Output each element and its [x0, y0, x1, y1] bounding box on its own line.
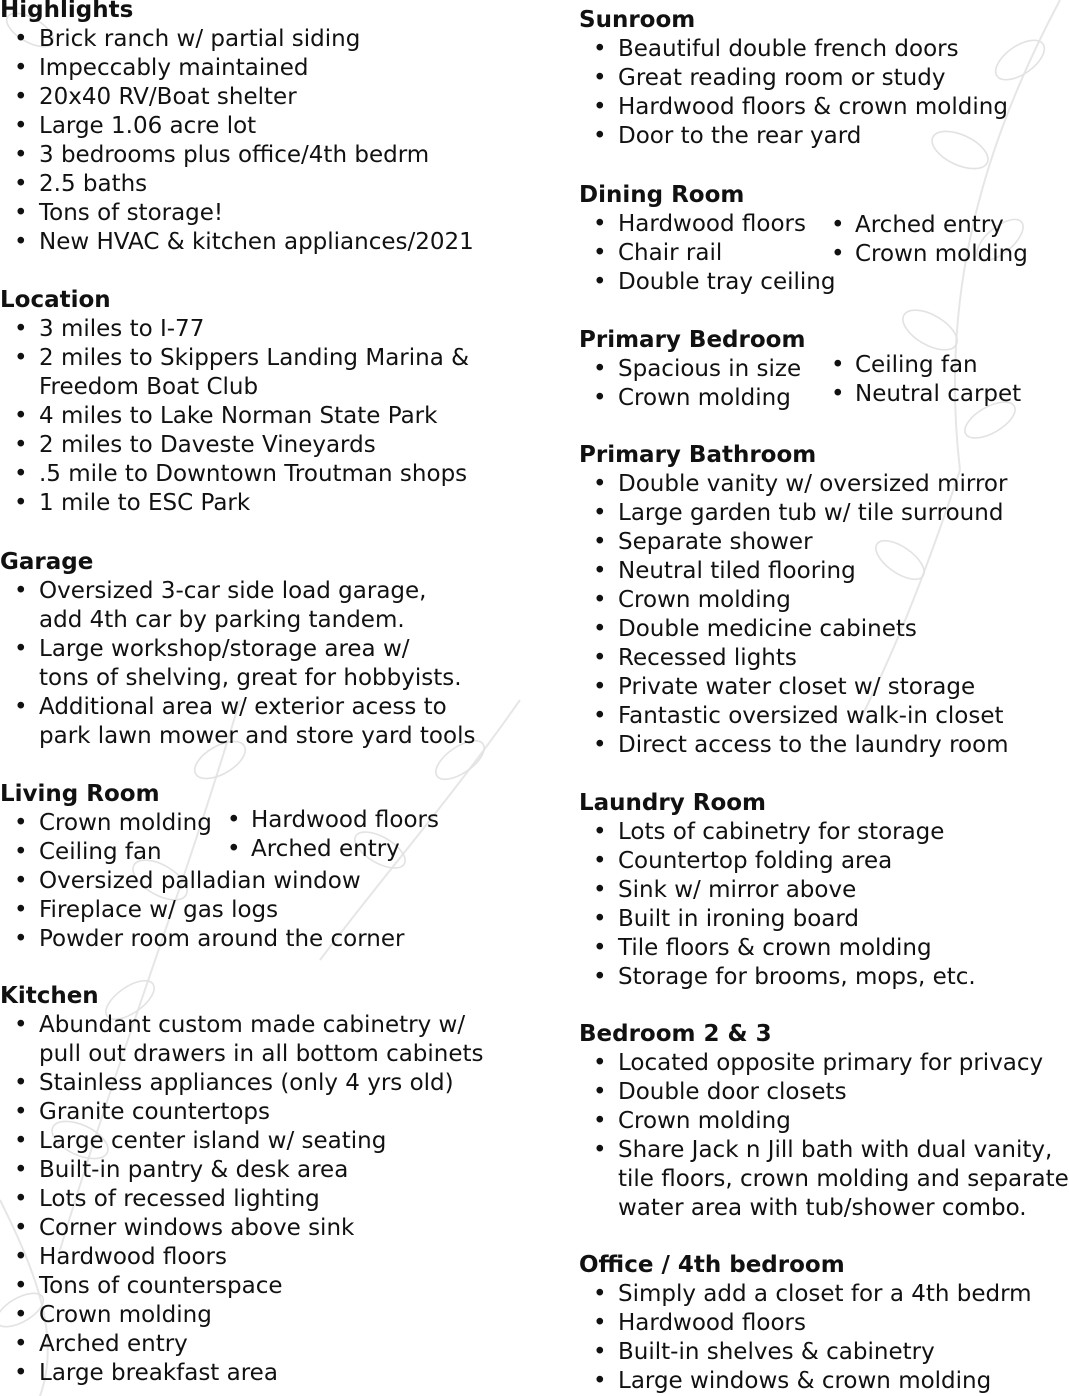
list-item: • Crown molding	[579, 586, 1009, 615]
list-item: • 20x40 RV/Boat shelter	[0, 83, 474, 112]
section-highlights	[0, 0, 474, 257]
list-item: • Share Jack n Jill bath with dual vanity, tile floors, crown molding and separate water area with tub/shower combo.	[579, 1136, 1069, 1223]
list-item: • Crown molding	[579, 1107, 1069, 1136]
list-item: • Tons of storage!	[0, 199, 474, 228]
list-item: • Double vanity w/ oversized mirror	[579, 470, 1009, 499]
list-item: • 3 miles to I-77	[0, 315, 469, 344]
list-item: • Simply add a closet for a 4th bedrm	[579, 1280, 1032, 1309]
list-item: • Double medicine cabinets	[579, 615, 1009, 644]
section-title: Laundry Room	[579, 790, 767, 816]
list-item: • 3 bedrooms plus office/4th bedrm	[0, 141, 474, 170]
list-item: • Built-in shelves & cabinetry	[579, 1338, 1032, 1367]
list-item: • Located opposite primary for privacy	[579, 1049, 1069, 1078]
section-living-room	[0, 780, 439, 954]
list-item: • Sink w/ mirror above	[579, 876, 976, 905]
list-item: • Brick ranch w/ partial siding	[0, 25, 474, 54]
section-title: Office / 4th bedroom	[579, 1252, 845, 1278]
section-garage	[0, 548, 475, 751]
list-item: • Arched entry	[0, 1330, 484, 1359]
list-item: • Arched entry	[816, 211, 1028, 240]
list-item: • Double tray ceiling	[579, 268, 816, 297]
list-item: • .5 mile to Downtown Troutman shops	[0, 460, 469, 489]
list-item: • Double door closets	[579, 1078, 1069, 1107]
list-item: • Oversized 3-car side load garage, add 4th car by parking tandem.	[0, 577, 475, 635]
list-item: • Powder room around the corner	[0, 925, 439, 954]
list-item: • 2 miles to Daveste Vineyards	[0, 431, 469, 460]
section-bedroom-2-3	[579, 1020, 1069, 1223]
list-item: • Countertop folding area	[579, 847, 976, 876]
list-item: • Separate shower	[579, 528, 1009, 557]
section-title: Bedroom 2 & 3	[579, 1021, 772, 1047]
section-primary-bedroom	[579, 326, 1021, 413]
list-item: • Large workshop/storage area w/ tons of shelving, great for hobbyists.	[0, 635, 475, 693]
list-item: • Storage for brooms, mops, etc.	[579, 963, 976, 992]
section-sunroom	[579, 6, 1008, 151]
section-title: Garage	[0, 549, 94, 575]
section-title: Primary Bathroom	[579, 442, 817, 468]
list-item: • Crown molding	[579, 384, 816, 413]
list-item: • Tons of counterspace	[0, 1272, 484, 1301]
list-item: • Fireplace w/ gas logs	[0, 896, 439, 925]
list-item: • Neutral tiled flooring	[579, 557, 1009, 586]
section-location	[0, 286, 469, 518]
section-title: Primary Bedroom	[579, 327, 806, 353]
list-item: • Crown molding	[816, 240, 1028, 269]
list-item: • Door to the rear yard	[579, 122, 1008, 151]
list-item: • 4 miles to Lake Norman State Park	[0, 402, 469, 431]
list-item: • Hardwood floors	[0, 1243, 484, 1272]
list-item: • Large center island w/ seating	[0, 1127, 484, 1156]
list-item: • Beautiful double french doors	[579, 35, 1008, 64]
list-item: • New HVAC & kitchen appliances/2021	[0, 228, 474, 257]
list-item: • Hardwood floors	[212, 806, 439, 835]
list-item: • 2.5 baths	[0, 170, 474, 199]
list-item: • Private water closet w/ storage	[579, 673, 1009, 702]
list-item: • Arched entry	[212, 835, 439, 864]
section-title: Living Room	[0, 781, 160, 807]
list-item: • Built-in pantry & desk area	[0, 1156, 484, 1185]
list-item: • Impeccably maintained	[0, 54, 474, 83]
list-item: • Fantastic oversized walk-in closet	[579, 702, 1009, 731]
section-title: Dining Room	[579, 182, 745, 208]
list-item: • Hardwood floors & crown molding	[579, 93, 1008, 122]
list-item: • Crown molding	[0, 1301, 484, 1330]
list-item: • Hardwood floors	[579, 1309, 1032, 1338]
section-title: Sunroom	[579, 7, 696, 33]
list-item: • Abundant custom made cabinetry w/ pull out drawers in all bottom cabinets	[0, 1011, 484, 1069]
section-title: Kitchen	[0, 983, 99, 1009]
section-kitchen	[0, 982, 484, 1388]
list-item: • Crown molding	[0, 809, 212, 838]
list-item: • Built in ironing board	[579, 905, 976, 934]
list-item: • Recessed lights	[579, 644, 1009, 673]
list-item: • Hardwood floors	[579, 210, 816, 239]
section-dining-room	[579, 181, 1028, 297]
section-title: Location	[0, 287, 111, 313]
list-item: • Large 1.06 acre lot	[0, 112, 474, 141]
list-item: • Stainless appliances (only 4 yrs old)	[0, 1069, 484, 1098]
list-item: • Additional area w/ exterior acess to park lawn mower and store yard tools	[0, 693, 475, 751]
list-item: • 1 mile to ESC Park	[0, 489, 469, 518]
list-item: • Large breakfast area	[0, 1359, 484, 1388]
list-item: • Oversized palladian window	[0, 867, 439, 896]
list-item: • Ceiling fan	[816, 351, 1021, 380]
list-item: • Corner windows above sink	[0, 1214, 484, 1243]
list-item: • Large garden tub w/ tile surround	[579, 499, 1009, 528]
section-office	[579, 1251, 1032, 1396]
section-laundry-room	[579, 789, 976, 992]
list-item: • Spacious in size	[579, 355, 816, 384]
list-item: • 2 miles to Skippers Landing Marina & Freedom Boat Club	[0, 344, 469, 402]
list-item: • Direct access to the laundry room	[579, 731, 1009, 760]
list-item: • Large windows & crown molding	[579, 1367, 1032, 1396]
list-item: • Granite countertops	[0, 1098, 484, 1127]
list-item: • Ceiling fan	[0, 838, 212, 867]
list-item: • Chair rail	[579, 239, 816, 268]
list-item: • Tile floors & crown molding	[579, 934, 976, 963]
list-item: • Neutral carpet	[816, 380, 1021, 409]
section-primary-bathroom	[579, 441, 1009, 760]
section-title: Highlights	[0, 0, 134, 23]
list-item: • Lots of cabinetry for storage	[579, 818, 976, 847]
list-item: • Lots of recessed lighting	[0, 1185, 484, 1214]
list-item: • Great reading room or study	[579, 64, 1008, 93]
